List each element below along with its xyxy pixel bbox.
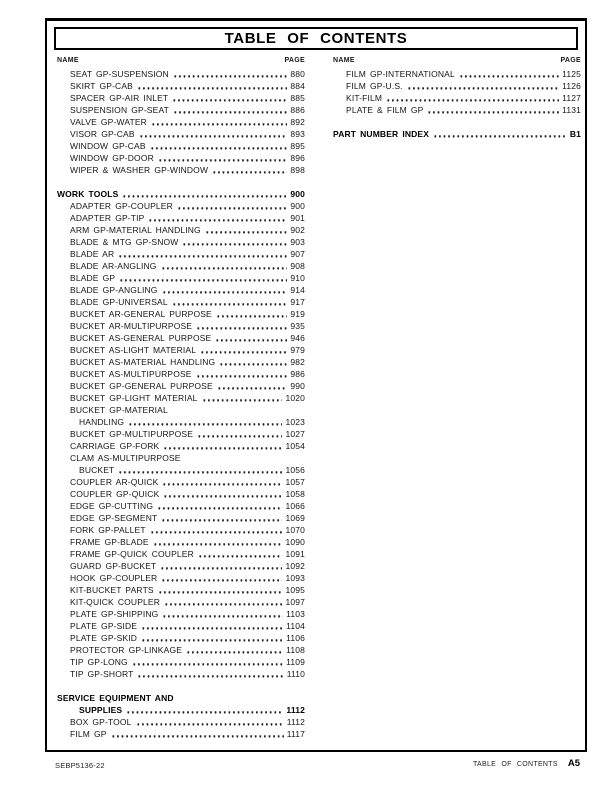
toc-entry [57, 248, 305, 260]
dot-leader [186, 651, 283, 653]
toc-entry-page: 1103 [286, 609, 305, 619]
dot-leader [173, 75, 288, 77]
header-page-label: PAGE [560, 57, 581, 64]
toc-entry [57, 260, 305, 272]
toc-entry-list [333, 68, 581, 140]
toc-entry-label: TIP GP-LONG [70, 657, 128, 667]
dot-leader [141, 639, 283, 641]
toc-entry [333, 80, 581, 92]
toc-box [45, 18, 587, 752]
footer-doc-number: SEBP5136-22 [55, 761, 105, 770]
toc-entry-label: BLADE GP-ANGLING [70, 285, 158, 295]
toc-column-right [333, 54, 581, 740]
toc-spacer [333, 116, 581, 128]
toc-entry-page: 982 [290, 357, 305, 367]
dot-leader [161, 579, 282, 581]
toc-entry-label: SUPPLIES [79, 705, 123, 715]
toc-entry-label: BUCKET AS-LIGHT MATERIAL [70, 345, 197, 355]
dot-leader [172, 303, 288, 305]
dot-leader [386, 99, 559, 101]
toc-entry-page: 900 [290, 201, 305, 211]
toc-entry-label: BOX GP-TOOL [70, 717, 132, 727]
dot-leader [172, 99, 287, 101]
toc-entry [57, 272, 305, 284]
toc-entry-page: 1057 [285, 477, 305, 487]
dot-leader [137, 675, 283, 677]
toc-entry-label: BLADE GP-UNIVERSAL [70, 297, 168, 307]
header-page-label: PAGE [284, 57, 305, 64]
toc-entry-label: BLADE GP [70, 273, 116, 283]
toc-entry-label: WINDOW GP-DOOR [70, 153, 154, 163]
dot-leader [173, 111, 287, 113]
toc-entry-label: BLADE AR [70, 249, 115, 259]
toc-entry-page: 893 [290, 129, 305, 139]
toc-entry-page: 903 [290, 237, 305, 247]
toc-entry-page: 946 [290, 333, 305, 343]
dot-leader [215, 339, 287, 341]
header-name-label: NAME [333, 57, 355, 64]
toc-entry-label: BUCKET AR-MULTIPURPOSE [70, 321, 193, 331]
toc-entry-page: 1125 [562, 69, 581, 79]
toc-entry-page: 886 [290, 105, 305, 115]
toc-entry [57, 68, 305, 80]
toc-entry [57, 728, 305, 740]
dot-leader [161, 519, 282, 521]
toc-entry [57, 644, 305, 656]
toc-entry-label: BLADE & MTG GP-SNOW [70, 237, 179, 247]
toc-entry-page: 1066 [285, 501, 305, 511]
toc-entry [57, 404, 305, 416]
toc-entry [57, 356, 305, 368]
dot-leader [162, 615, 283, 617]
dot-leader [148, 219, 287, 221]
toc-entry-label: SEAT GP-SUSPENSION [70, 69, 169, 79]
toc-entry-label: FILM GP [70, 729, 107, 739]
toc-entry [57, 104, 305, 116]
toc-entry [57, 632, 305, 644]
toc-entry-label: GUARD GP-BUCKET [70, 561, 157, 571]
toc-entry-page: 908 [290, 261, 305, 271]
toc-entry-page: 917 [290, 297, 305, 307]
toc-entry-page: 1110 [286, 669, 305, 679]
dot-leader [202, 399, 283, 401]
toc-columns [47, 50, 585, 740]
toc-entry-label: PART NUMBER INDEX [333, 129, 430, 139]
toc-entry-page: 914 [290, 285, 305, 295]
toc-entry [57, 164, 305, 176]
dot-leader [212, 171, 287, 173]
toc-entry [57, 656, 305, 668]
toc-entry-page: 907 [290, 249, 305, 259]
toc-entry-label: ADAPTER GP-COUPLER [70, 201, 173, 211]
toc-entry [57, 392, 305, 404]
toc-entry [57, 320, 305, 332]
toc-entry [57, 560, 305, 572]
toc-entry-label: FRAME GP-BLADE [70, 537, 149, 547]
toc-entry-page: 1127 [562, 93, 581, 103]
toc-entry-page: 884 [290, 81, 305, 91]
footer-page-number: A5 [567, 758, 580, 769]
dot-leader [132, 663, 283, 665]
toc-entry [57, 200, 305, 212]
toc-entry-label: PLATE GP-SHIPPING [70, 609, 159, 619]
dot-leader [160, 567, 282, 569]
toc-entry-page: 1095 [285, 585, 305, 595]
dot-leader [196, 375, 288, 377]
toc-entry-label: COUPLER AR-QUICK [70, 477, 159, 487]
toc-spacer [57, 680, 305, 692]
toc-entry [57, 572, 305, 584]
toc-entry [57, 284, 305, 296]
toc-entry [57, 464, 305, 476]
toc-entry [57, 212, 305, 224]
toc-entry [57, 152, 305, 164]
dot-leader [162, 291, 288, 293]
toc-entry-label: FORK GP-PALLET [70, 525, 146, 535]
toc-entry-page: 1106 [286, 633, 305, 643]
dot-leader [163, 495, 282, 497]
toc-entry-page: 1069 [285, 513, 305, 523]
toc-entry-page: 902 [290, 225, 305, 235]
toc-entry [57, 428, 305, 440]
toc-entry-page: 892 [290, 117, 305, 127]
toc-entry-label: SPACER GP-AIR INLET [70, 93, 169, 103]
dot-leader [200, 351, 287, 353]
dot-leader [164, 603, 282, 605]
toc-entry [333, 68, 581, 80]
toc-entry-label: WORK TOOLS [57, 189, 119, 199]
toc-entry-label: BUCKET AS-MULTIPURPOSE [70, 369, 192, 379]
dot-leader [151, 123, 287, 125]
toc-entry-label: VALVE GP-WATER [70, 117, 147, 127]
toc-entry-label: WINDOW GP-CAB [70, 141, 146, 151]
toc-entry-label: CLAM AS-MULTIPURPOSE [70, 453, 181, 463]
toc-entry-page: 986 [290, 369, 305, 379]
toc-entry-label: ADAPTER GP-TIP [70, 213, 145, 223]
column-header [333, 54, 581, 67]
dot-leader [118, 471, 282, 473]
toc-entry-page: 1097 [285, 597, 305, 607]
toc-entry [57, 308, 305, 320]
toc-entry-page: 1108 [286, 645, 305, 655]
dot-leader [137, 87, 287, 89]
dot-leader [219, 363, 287, 365]
toc-entry-label: COUPLER GP-QUICK [70, 489, 160, 499]
toc-entry-label: FRAME GP-QUICK COUPLER [70, 549, 194, 559]
toc-entry-label: WIPER & WASHER GP-WINDOW [70, 165, 209, 175]
toc-entry-label: BUCKET GP-MULTIPURPOSE [70, 429, 194, 439]
dot-leader [196, 327, 287, 329]
toc-entry-label: TIP GP-SHORT [70, 669, 134, 679]
dot-leader [197, 435, 282, 437]
toc-entry-page: 900 [290, 189, 305, 199]
header-name-label: NAME [57, 57, 79, 64]
dot-leader [163, 447, 282, 449]
dot-leader [427, 111, 559, 113]
toc-entry [57, 608, 305, 620]
footer [473, 758, 580, 769]
toc-entry [57, 344, 305, 356]
toc-entry-page: 1126 [562, 81, 581, 91]
toc-entry-label: EDGE GP-CUTTING [70, 501, 154, 511]
footer-section-label: TABLE OF CONTENTS [472, 761, 558, 768]
dot-leader [111, 735, 284, 737]
toc-entry [57, 548, 305, 560]
toc-entry-page: 1056 [285, 465, 305, 475]
toc-entry-page: 979 [290, 345, 305, 355]
toc-entry-page: 896 [290, 153, 305, 163]
toc-entry-label: PLATE GP-SKID [70, 633, 138, 643]
dot-leader [161, 267, 288, 269]
toc-title-box [54, 27, 578, 50]
dot-leader [407, 87, 559, 89]
toc-entry-page: 1027 [285, 429, 305, 439]
toc-entry-page: 1112 [286, 705, 305, 715]
dot-leader [141, 627, 283, 629]
toc-entry [57, 140, 305, 152]
toc-entry [333, 92, 581, 104]
dot-leader [128, 423, 282, 425]
toc-entry-page: 901 [290, 213, 305, 223]
toc-entry [57, 524, 305, 536]
toc-entry [57, 92, 305, 104]
dot-leader [153, 543, 283, 545]
toc-entry-page: 1093 [285, 573, 305, 583]
toc-entry [57, 620, 305, 632]
dot-leader [118, 255, 287, 257]
toc-entry-label: PLATE GP-SIDE [70, 621, 138, 631]
column-header [57, 54, 305, 67]
toc-column-left [57, 54, 305, 740]
toc-entry [57, 500, 305, 512]
toc-entry-label: SKIRT GP-CAB [70, 81, 133, 91]
dot-leader [205, 231, 288, 233]
toc-entry [57, 116, 305, 128]
toc-entry-label: KIT-QUICK COUPLER [70, 597, 161, 607]
toc-entry [57, 704, 305, 716]
toc-entry-page: 898 [290, 165, 305, 175]
toc-entry-label: PROTECTOR GP-LINKAGE [70, 645, 183, 655]
dot-leader [150, 531, 283, 533]
toc-entry-label: BUCKET GP-MATERIAL [70, 405, 168, 415]
toc-entry-label: FILM GP-U.S. [346, 81, 403, 91]
toc-entry-page: 1109 [286, 657, 305, 667]
toc-entry-page: 1090 [285, 537, 305, 547]
toc-entry-page: 1112 [286, 717, 305, 727]
toc-entry-page: 880 [290, 69, 305, 79]
toc-entry-page: 1092 [285, 561, 305, 571]
toc-entry [57, 80, 305, 92]
toc-entry [333, 128, 581, 140]
toc-entry-page: 935 [290, 321, 305, 331]
toc-entry-page: 1104 [286, 621, 305, 631]
toc-entry [57, 236, 305, 248]
page-title: TABLE OF CONTENTS [224, 30, 408, 47]
toc-entry [57, 188, 305, 200]
dot-leader [182, 243, 287, 245]
dot-leader [158, 591, 283, 593]
toc-entry-page: 895 [290, 141, 305, 151]
toc-entry-page: 1117 [286, 729, 305, 739]
toc-entry [57, 584, 305, 596]
toc-entry-list [57, 68, 305, 740]
toc-entry-label: SERVICE EQUIPMENT AND [57, 693, 174, 703]
toc-entry-label: VISOR GP-CAB [70, 129, 135, 139]
toc-entry-label: BLADE AR-ANGLING [70, 261, 157, 271]
toc-entry [57, 440, 305, 452]
toc-entry-label: BUCKET GP-LIGHT MATERIAL [70, 393, 198, 403]
toc-entry [57, 296, 305, 308]
toc-entry-page: 1020 [285, 393, 305, 403]
toc-entry [57, 668, 305, 680]
dot-leader [139, 135, 288, 137]
toc-entry-label: BUCKET GP-GENERAL PURPOSE [70, 381, 213, 391]
toc-entry [57, 416, 305, 428]
dot-leader [198, 555, 283, 557]
toc-entry-label: PLATE & FILM GP [346, 105, 424, 115]
dot-leader [177, 207, 287, 209]
toc-entry-page: 1023 [285, 417, 305, 427]
dot-leader [150, 147, 288, 149]
toc-entry-label: KIT-BUCKET PARTS [70, 585, 154, 595]
dot-leader [157, 507, 282, 509]
dot-leader [217, 387, 288, 389]
toc-entry-label: BUCKET AS-MATERIAL HANDLING [70, 357, 216, 367]
dot-leader [433, 135, 567, 137]
dot-leader [126, 711, 283, 713]
toc-entry-page: 1054 [285, 441, 305, 451]
toc-entry-page: 919 [290, 309, 305, 319]
toc-entry-label: BUCKET AS-GENERAL PURPOSE [70, 333, 212, 343]
toc-entry [57, 716, 305, 728]
toc-entry-page: 885 [290, 93, 305, 103]
toc-entry [57, 476, 305, 488]
toc-entry-label: EDGE GP-SEGMENT [70, 513, 158, 523]
toc-entry-label: ARM GP-MATERIAL HANDLING [70, 225, 201, 235]
toc-entry-page: 990 [290, 381, 305, 391]
dot-leader [136, 723, 284, 725]
toc-entry-page: 1058 [285, 489, 305, 499]
toc-entry [57, 452, 305, 464]
toc-entry-page: B1 [569, 129, 581, 139]
toc-entry-label: HANDLING [79, 417, 125, 427]
toc-entry-label: CARRIAGE GP-FORK [70, 441, 160, 451]
toc-entry [57, 536, 305, 548]
toc-entry [57, 368, 305, 380]
toc-entry [57, 224, 305, 236]
toc-entry-label: HOOK GP-COUPLER [70, 573, 158, 583]
dot-leader [122, 195, 287, 197]
toc-entry-label: KIT-FILM [346, 93, 383, 103]
toc-entry [57, 488, 305, 500]
toc-entry-label: BUCKET AR-GENERAL PURPOSE [70, 309, 212, 319]
toc-entry [57, 380, 305, 392]
toc-entry [57, 332, 305, 344]
toc-spacer [57, 176, 305, 188]
dot-leader [119, 279, 287, 281]
dot-leader [216, 315, 288, 317]
toc-entry-page: 1131 [562, 105, 581, 115]
toc-entry-page: 1091 [285, 549, 305, 559]
dot-leader [459, 75, 559, 77]
toc-entry-label: SUSPENSION GP-SEAT [70, 105, 169, 115]
toc-entry-page: 1070 [285, 525, 305, 535]
toc-entry [57, 128, 305, 140]
dot-leader [162, 483, 282, 485]
toc-entry-label: FILM GP-INTERNATIONAL [346, 69, 455, 79]
toc-entry [333, 104, 581, 116]
toc-entry [57, 692, 305, 704]
toc-entry [57, 512, 305, 524]
toc-entry-page: 910 [290, 273, 305, 283]
toc-entry-label: BUCKET [79, 465, 115, 475]
toc-entry [57, 596, 305, 608]
dot-leader [158, 159, 287, 161]
